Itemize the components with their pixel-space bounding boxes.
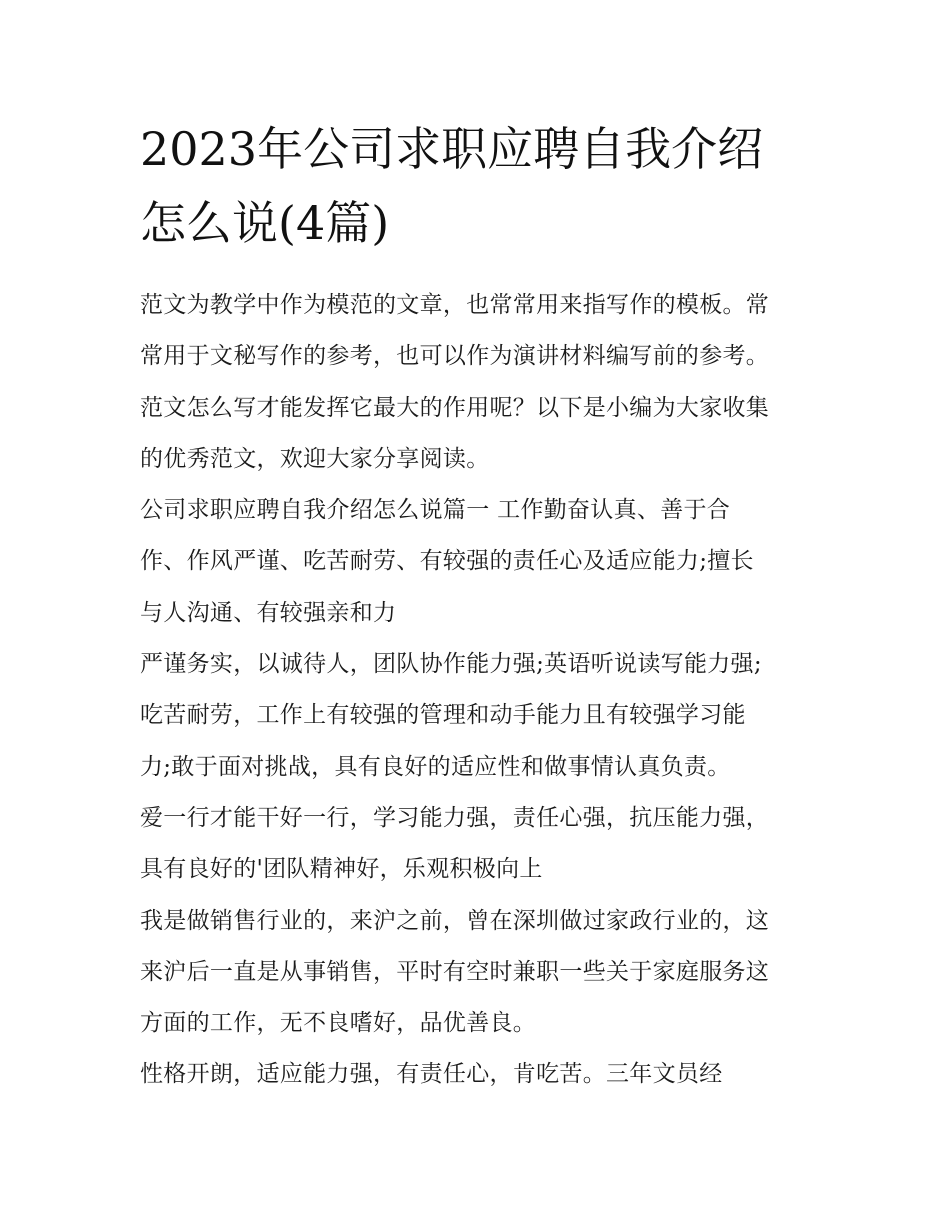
title-line-2: 怎么说(4篇) [140,196,390,250]
body-line: 范文为教学中作为模范的文章，也常常用来指写作的模板。常 [140,292,770,318]
body-line: 具有良好的'团队精神好，乐观积极向上 [140,856,543,883]
title-line-1: 2023年公司求职应聘自我介绍 [140,122,764,176]
body-line: 力;敢于面对挑战，具有良好的适应性和做事情认真负责。 [140,753,731,780]
body-line: 的优秀范文，欢迎大家分享阅读。 [140,445,490,472]
body-line: 严谨务实，以诚待人，团队协作能力强;英语听说读写能力强; [140,651,762,678]
body-line: 我是做销售行业的，来沪之前，曾在深圳做过家政行业的，这 [140,907,770,934]
body-line: 范文怎么写才能发挥它最大的作用呢？以下是小编为大家收集 [140,394,770,421]
body-line: 与人沟通、有较强亲和力 [140,599,397,626]
body-line: 常用于文秘写作的参考，也可以作为演讲材料编写前的参考。 [140,343,770,370]
body-line: 公司求职应聘自我介绍怎么说篇一 工作勤奋认真、善于合 [140,497,731,524]
body-line: 方面的工作，无不良嗜好，品优善良。 [140,1010,537,1037]
body-line: 作、作风严谨、吃苦耐劳、有较强的责任心及适应能力;擅长 [140,548,754,575]
document-body [140,280,830,1101]
document-title [140,112,820,260]
body-line: 爱一行才能干好一行，学习能力强，责任心强，抗压能力强， [140,804,770,831]
body-line: 吃苦耐劳，工作上有较强的管理和动手能力且有较强学习能 [140,702,746,729]
body-line: 性格开朗，适应能力强，有责任心，肯吃苦。三年文员经 [140,1061,723,1088]
body-line: 来沪后一直是从事销售，平时有空时兼职一些关于家庭服务这 [140,958,770,985]
